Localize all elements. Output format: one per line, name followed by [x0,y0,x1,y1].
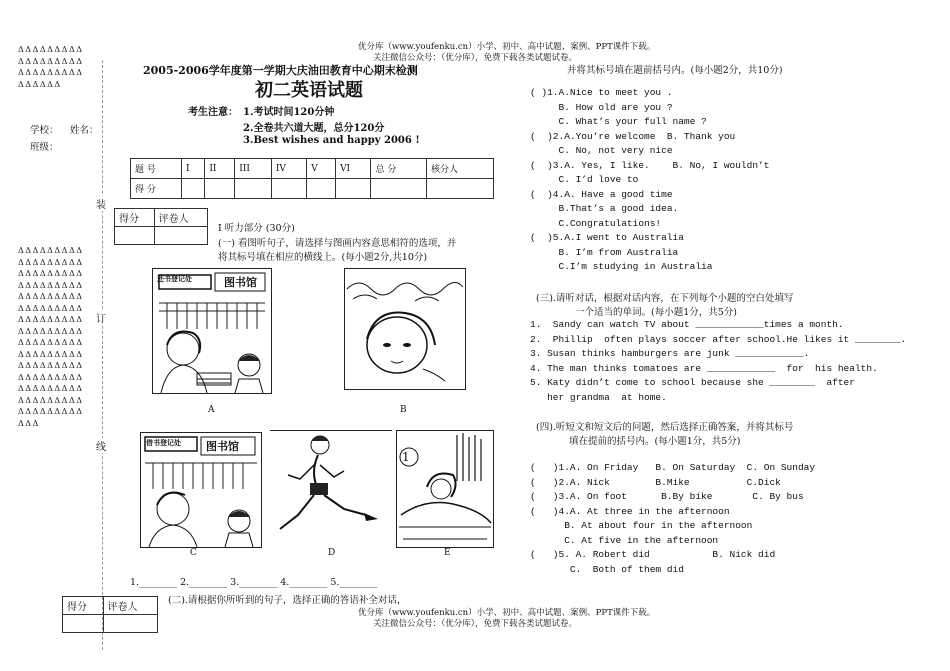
q2-line: ( )4.A. Have a good time [530,188,673,200]
running-girl-illustration [270,431,392,549]
q4-line: ( )3.A. On foot B.By bike C. By bus [530,491,804,502]
score-col-checker: 核分人 [427,159,494,179]
q2-line: B.That’s a good idea. [530,203,679,214]
section3-fill-blanks [530,319,940,409]
notice-2: 2.全卷共六道大题，总分120分 [243,123,385,134]
scorer-box-cell [115,227,155,245]
name-label: 姓名： [70,125,99,136]
q2-line: ( )1.A.Nice to meet you . [530,87,673,98]
sec3-instruction-1: (三).请听对话，根据对话内容，在下列每个小题的空白处填写 [536,293,794,304]
q2-line: C. I’d love to [530,174,639,185]
score-table-score-row [131,179,494,199]
score-table-header-row [131,159,494,179]
q2-line: C. What’s your full name ? [530,116,707,127]
score-row-label: 得 分 [131,179,182,199]
q4-line: ( )5. A. Robert did B. Nick did [530,549,776,560]
score-cell [271,179,306,199]
q2-line: B. How old are you ? [530,101,673,113]
sec4-instruction-1: (四).听短文和短文后的问题，然后选择正确答案，并将其标号 [536,422,794,433]
picture-b [344,268,466,390]
scorer-box-reviewer-label: 评卷人 [154,209,207,227]
pic-c-sign-library: 图书馆 [206,440,239,453]
q2-line: ( )2.A.You’re welcome B. Thank you [530,130,736,142]
scorer-box-1 [114,208,208,245]
q3-line: 2. Phillip often plays soccer after school.He likes it ________. [530,333,907,345]
q3-line: 4. The man thinks tomatoes are ____________ for his health. [530,362,878,374]
q3-line: 3. Susan thinks hamburgers are junk ____________. [530,348,810,359]
sec1-instruction-1: (一) 看图听句子，请选择与图画内容意思相符的选项，并 [218,238,457,249]
pic-c-sign-borrow: 借书登记处 [146,438,181,447]
q4-line: ( )1.A. On Friday B. On Saturday C. On Sunday [530,462,816,473]
margin-triangles-top: ΔΔΔΔΔΔΔΔΔΔΔΔΔΔΔΔΔΔΔΔΔΔΔΔΔΔΔΔΔΔΔΔΔ [18,45,84,89]
section2-choices [530,87,930,287]
score-col-total: 总 分 [371,159,427,179]
scorer-box-cell [63,615,104,633]
sec1-instruction-2: 将其标号填在相应的横线上。(每小题2分,共10分) [218,252,428,263]
scorer-box-cell [154,227,207,245]
scorer-box-score-label: 得分 [63,597,104,615]
sleeping-boy-illustration [397,431,493,547]
sec4-instruction-2: 填在提前的括号内。(每小题1分，共5分) [569,436,741,447]
score-table [130,158,494,199]
q2-line: B. I’m from Australia [530,246,679,258]
scorer-box-reviewer-label: 评卷人 [103,597,158,615]
answer-blanks: 1.________ 2.________ 3.________ 4.________ 5.________ [130,577,378,588]
pic-e-number: 1 [402,450,410,464]
score-cell [235,179,272,199]
q4-line: ( )2.A. Nick B.Mike C.Dick [530,476,781,488]
score-col-4: IV [271,159,306,179]
q4-line: B. At about four in the afternoon [530,520,753,531]
library-borrow-illustration [141,433,261,547]
sec3-instruction-2: 一个适当的单词。(每小题1分，共5分) [575,307,738,318]
school-label: 学校： [30,125,59,136]
picture-d [270,430,392,549]
section4-choices [530,462,930,582]
q2-line: C. No, not very nice [530,145,673,156]
seal-char-xian: 线 [96,438,106,453]
q3-line: her grandma at home. [530,391,667,403]
watermark-bottom-2: 关注微信公众号：（优分库），免费下载各类试题试卷。 [373,619,578,629]
margin-triangles-bottom: ΔΔΔΔΔΔΔΔΔΔΔΔΔΔΔΔΔΔΔΔΔΔΔΔΔΔΔΔΔΔΔΔΔΔΔΔΔΔΔΔΔΔΔΔΔΔΔΔΔΔΔΔΔΔΔΔΔΔΔΔΔΔΔΔΔΔΔΔΔΔΔΔΔΔΔΔΔΔΔΔΔΔΔΔΔΔΔΔΔΔΔΔΔΔΔΔΔΔΔΔΔΔΔΔΔΔΔΔΔΔΔΔΔΔΔΔΔΔΔΔΔΔΔΔΔΔΔΔΔΔΔΔΔΔΔΔΔΔ [18,246,84,428]
q2-line: ( )3.A. Yes, I like. B. No, I wouldn’t [530,159,770,171]
score-col-label: 题 号 [131,159,182,179]
score-cell [182,179,205,199]
scorer-box-cell [103,615,158,633]
score-cell [427,179,494,199]
q4-line: ( )4.A. At three in the afternoon [530,505,730,517]
picture-e [396,430,494,548]
scorer-box-score-label: 得分 [115,209,155,227]
pic-label-e: E [444,548,451,558]
score-col-3: III [235,159,272,179]
score-col-6: VI [336,159,371,179]
q2-line: C.Congratulations! [530,217,662,229]
watermark-bottom-1: 优分库（www.youfenku.cn）小学、初中、高中试题、案例、PPT课件下载。 [358,608,656,618]
score-col-2: II [205,159,235,179]
notice-1: 1.考试时间120分钟 [243,107,335,118]
sec2-instruction-1: (二).请根据你所听到的句子，选择正确的答语补全对话， [168,595,407,606]
pic-label-a: A [208,405,215,415]
q3-line: 1. Sandy can watch TV about ____________times a month. [530,319,844,330]
picture-c [140,432,262,548]
binding-line [102,60,103,650]
q4-line: C. At five in the afternoon [530,534,719,546]
exam-title-line: 2005-2006学年度第一学期大庆油田教育中心期末检测 [143,64,418,77]
notice-3: 3.Best wishes and happy 2006 ! [243,135,420,146]
notice-label: 考生注意： [188,107,238,118]
scorer-box-2 [62,596,158,633]
pic-label-b: B [400,405,407,415]
score-cell [371,179,427,199]
pic-label-c: C [190,548,197,558]
seal-char-ding: 订 [96,310,106,325]
pic-a-sign-return: 还书登记处 [157,274,192,283]
score-cell [307,179,336,199]
sec2-instruction-2: 并将其标号填在题前括号内。(每小题2分，共10分) [567,65,783,76]
watermark-top-2: 关注微信公众号：（优分库），免费下载各类试题试卷。 [373,53,578,63]
watermark-top-1: 优分库（www.youfenku.cn）小学、初中、高中试题、案例、PPT课件下载。 [358,42,656,52]
score-col-1: I [182,159,205,179]
pic-label-d: D [328,548,336,558]
seal-char-zhuang: 装 [96,196,106,211]
q3-line: 5. Katy didn’t come to school because she ________ after [530,377,855,388]
score-col-5: V [307,159,336,179]
swimming-girl-illustration [345,269,465,389]
pic-a-sign-library: 图书馆 [224,276,257,289]
part1-heading: I 听力部分 (30分) [218,223,295,234]
score-cell [205,179,235,199]
q2-line: ( )5.A.I went to Australia [530,232,684,243]
exam-title: 初二英语试题 [255,80,363,101]
q2-line: C.I’m studying in Australia [530,261,713,272]
class-label: 班级： [30,142,59,153]
score-cell [336,179,371,199]
q4-line: C. Both of them did [530,563,684,575]
